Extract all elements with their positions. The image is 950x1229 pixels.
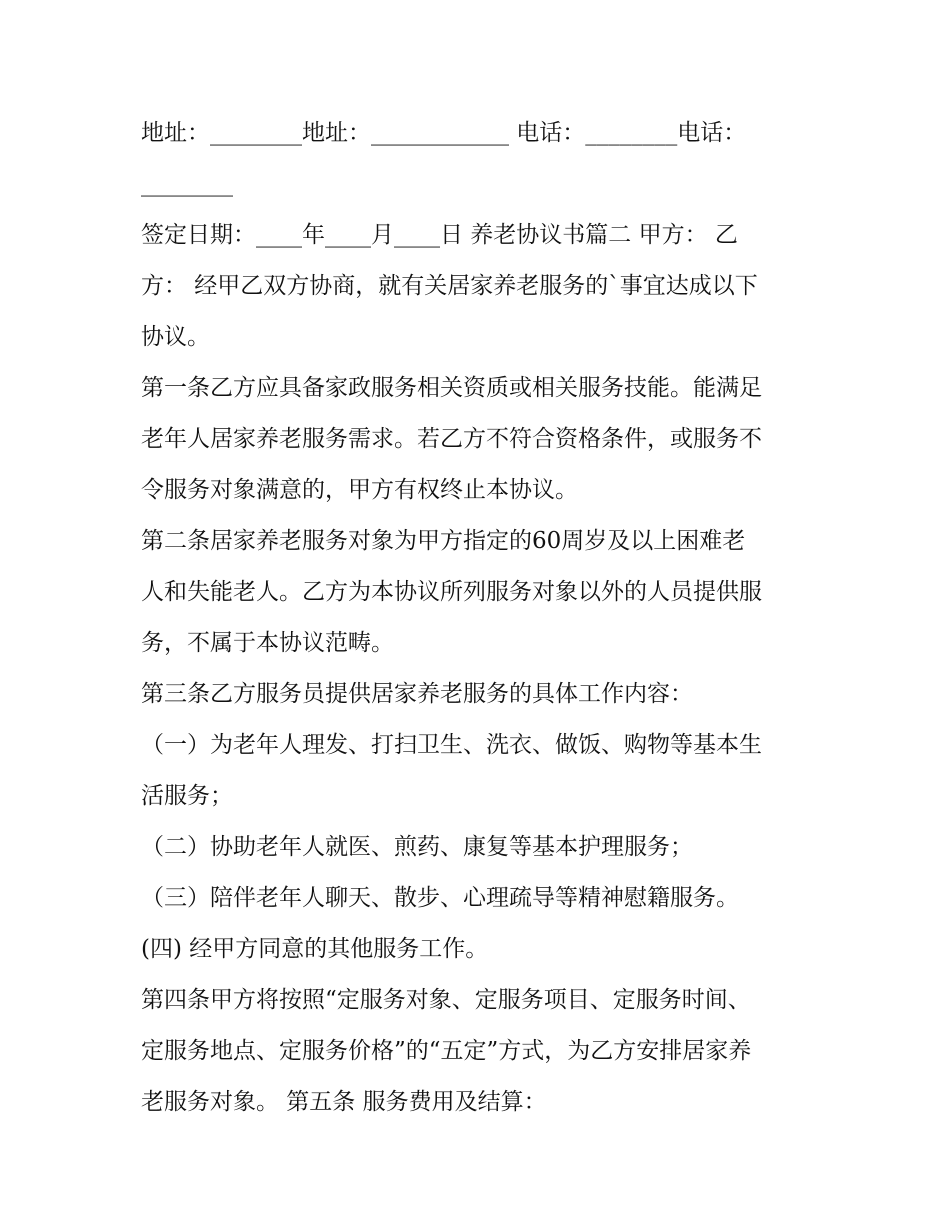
text-line-phone-blank: ________	[141, 171, 233, 197]
text-line-item-3: （三）陪伴老年人聊天、散步、心理疏导等精神慰籍服务。	[141, 885, 739, 911]
text-line-item-1: （一）为老年人理发、打扫卫生、洗衣、做饭、购物等基本生	[141, 732, 762, 758]
text-line-article-4-cont: 定服务地点、定服务价格”的“五定”方式，为乙方安排居家养	[141, 1038, 752, 1064]
text-line-article-1: 第一条乙方应具备家政服务相关资质或相关服务技能。能满足	[141, 375, 762, 401]
text-line-article-1-cont: 老年人居家养老服务需求。若乙方不符合资格条件，或服务不	[141, 426, 762, 452]
text-line-sign-date: 签定日期：____年____月____日 养老协议书篇二 甲方： 乙	[141, 222, 738, 248]
text-line-article-2-cont: 人和失能老人。乙方为本协议所列服务对象以外的人员提供服	[141, 579, 762, 605]
text-line-article-2-end: 务，不属于本协议范畴。	[141, 630, 394, 656]
text-line-address-phone: 地址：________地址：____________ 电话：________电话：	[141, 120, 747, 146]
text-line-article-4: 第四条甲方将按照“定服务对象、定服务项目、定服务时间、	[141, 987, 751, 1013]
document-body	[141, 108, 813, 1128]
text-line-article-1-end: 令服务对象满意的，甲方有权终止本协议。	[141, 477, 578, 503]
text-line-preamble-end: 协议。	[141, 324, 210, 350]
text-line-article-5: 老服务对象。 第五条 服务费用及结算：	[141, 1089, 547, 1115]
text-line-article-3: 第三条乙方服务员提供居家养老服务的具体工作内容：	[141, 681, 693, 707]
text-line-item-2: （二）协助老年人就医、煎药、康复等基本护理服务；	[141, 834, 693, 860]
text-line-article-2: 第二条居家养老服务对象为甲方指定的60周岁及以上困难老	[141, 528, 746, 554]
text-line-item-1-end: 活服务；	[141, 783, 233, 809]
text-line-preamble: 方： 经甲乙双方协商，就有关居家养老服务的`事宜达成以下	[141, 273, 758, 299]
text-line-item-4: (四) 经甲方同意的其他服务工作。	[141, 936, 489, 962]
